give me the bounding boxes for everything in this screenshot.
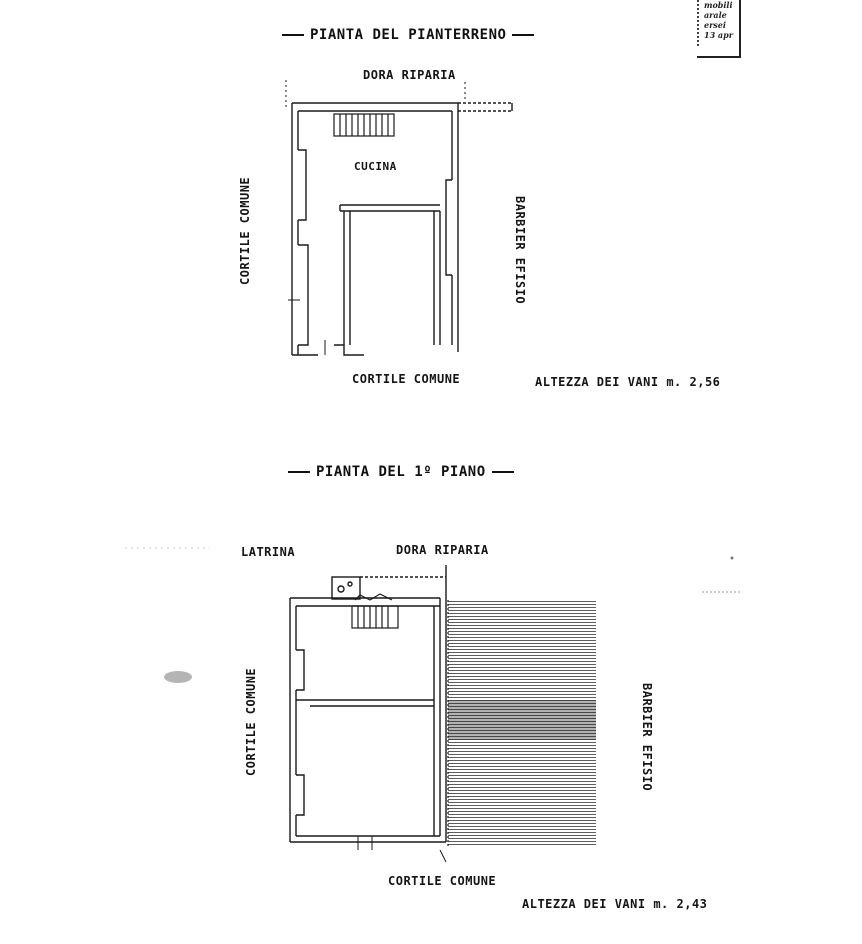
ground-floor-left-wall [292,103,318,355]
first-floor-partition [296,700,434,706]
ground-floor-right-label: BARBIER EFISIO [513,196,527,305]
first-floor-latrina [332,577,360,599]
ground-floor-bottom-label: CORTILE COMUNE [352,372,461,386]
first-floor-right-label: BARBIER EFISIO [640,683,654,792]
ground-floor-plan [286,80,512,355]
first-floor-title: PIANTA DEL 1º PIANO [282,464,520,480]
ground-floor-left-label: CORTILE COMUNE [238,176,252,285]
first-floor-top-wall [290,565,446,606]
stamp-line: arale [704,10,727,20]
ground-floor-stairs [334,114,394,136]
ground-floor-top-wall [292,103,512,111]
first-floor-latrina-label: LATRINA [241,545,296,559]
ground-floor-right-wall [434,103,458,352]
first-floor-left-label: CORTILE COMUNE [244,667,258,776]
stamp-line: mobili [704,0,733,10]
first-floor-plan [290,565,446,862]
first-floor-outer-walls [290,598,446,842]
first-floor-bottom-label: CORTILE COMUNE [388,874,497,888]
scan-specks [125,548,740,683]
ground-floor-height-note: ALTEZZA DEI VANI m. 2,56 [535,375,721,389]
ground-floor-street-label: DORA RIPARIA [363,68,456,82]
ground-floor-partition [334,205,440,355]
first-floor-street-label: DORA RIPARIA [396,543,489,557]
stamp-line: 13 apr [704,30,733,40]
first-floor-hatched-neighbor [448,600,596,846]
ground-floor-room-label: CUCINA [354,160,397,173]
first-floor-door-mark [358,836,446,862]
stamp-line: ersei [704,20,726,30]
ground-floor-title: PIANTA DEL PIANTERRENO [276,27,540,43]
first-floor-height-note: ALTEZZA DEI VANI m. 2,43 [522,897,708,911]
